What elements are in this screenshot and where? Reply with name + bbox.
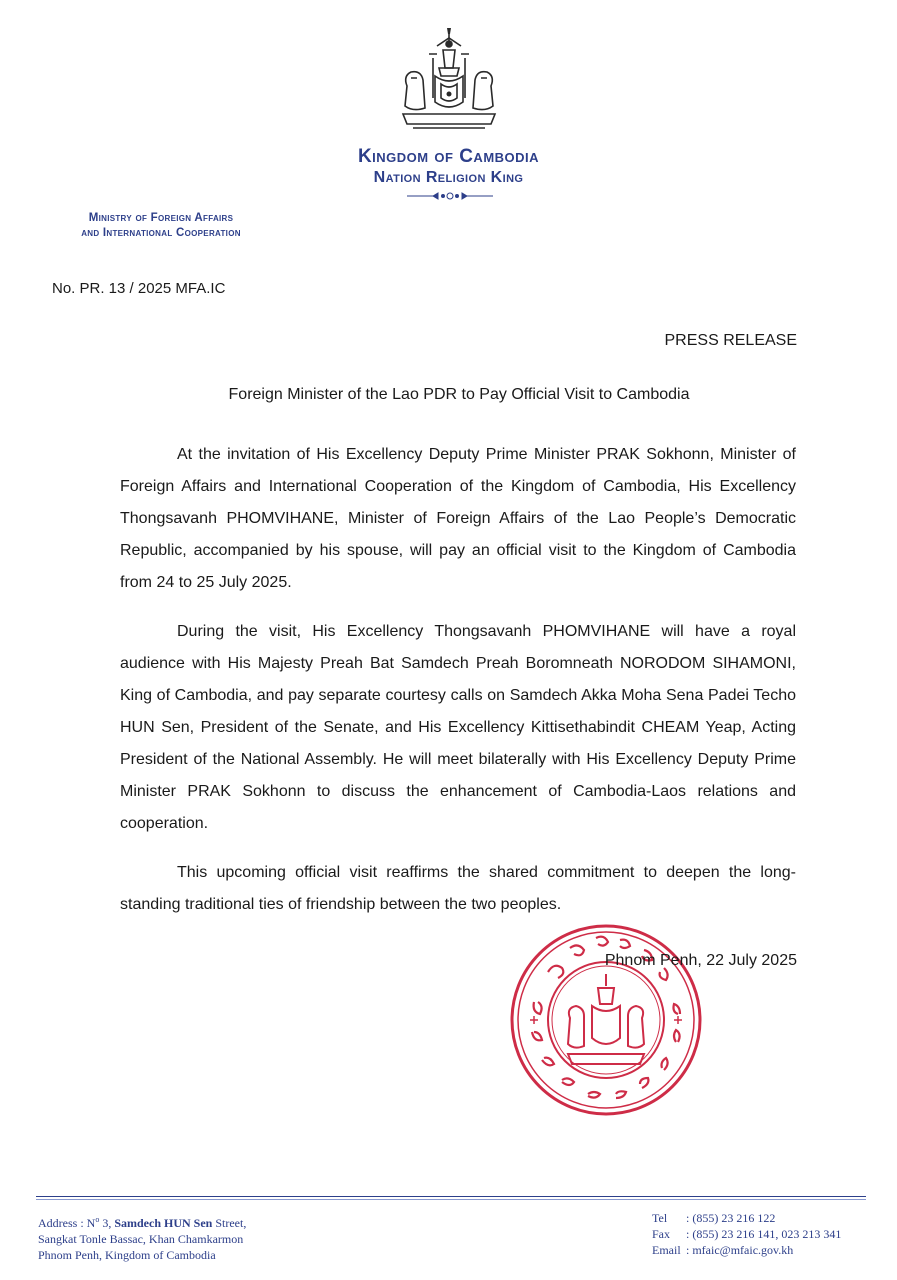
address-label: Address : N (38, 1216, 96, 1230)
place-and-date: Phnom Penh, 22 July 2025 (604, 952, 797, 969)
footer-divider (36, 1196, 866, 1197)
address-line-2: Sangkat Tonle Bassac, Khan Chamkarmon (38, 1232, 244, 1246)
footer-address (38, 1212, 246, 1263)
press-release-label: PRESS RELEASE (664, 332, 797, 349)
fax-label: Fax (652, 1227, 670, 1241)
contact-fax (652, 1226, 841, 1242)
contact-tel (652, 1210, 841, 1226)
fax-value: : (855) 23 216 141, 023 213 341 (686, 1227, 842, 1241)
number-sign-superscript: o (95, 1215, 100, 1224)
street-name: Samdech HUN Sen (114, 1216, 213, 1230)
paragraph-3: This upcoming official visit reaffirms the shared commitment to deepen the long-standing traditional ties of friendship between the two peoples. (120, 864, 796, 913)
address-line-1 (38, 1212, 246, 1231)
tel-value: : (855) 23 216 122 (686, 1211, 776, 1225)
national-motto: Nation Religion King (373, 169, 524, 186)
footer-divider-secondary (36, 1199, 866, 1200)
contact-email (652, 1242, 841, 1258)
paragraph-2: During the visit, His Excellency Thongsavanh PHOMVIHANE will have a royal audience with His Majesty Preah Bat Samdech Preah Boromneath NORODOM SIHAMONI, King of Cambodia, and pay separate courtesy calls on Samdech Akka Moha Sena Padei Techo HUN Sen, President of the Senate, and His Excellency Kittisethabindit CHEAM Yeap, Acting President of the National Assembly. He will meet bilaterally with His Excellency Deputy Prime Minister PRAK Sokhonn to discuss the enhancement of Cambodia-Laos relations and cooperation. (120, 623, 796, 832)
address-line-3: Phnom Penh, Kingdom of Cambodia (38, 1248, 216, 1262)
country-title: Kingdom of Cambodia (357, 146, 540, 167)
address-number: 3, (99, 1216, 115, 1230)
ministry-line-1: Ministry of Foreign Affairs (88, 212, 234, 224)
headline: Foreign Minister of the Lao PDR to Pay Official Visit to Cambodia (228, 386, 690, 403)
divider-ornament-icon (405, 190, 495, 202)
street-suffix: Street, (212, 1216, 247, 1230)
paragraph-1: At the invitation of His Excellency Deputy Prime Minister PRAK Sokhonn, Minister of Foreign Affairs and International Cooperation of the Kingdom of Cambodia, His Excellency Thongsavanh PHOMVIHANE, Minister of Foreign Affairs of the Lao People’s Democratic Republic, accompanied by his spouse, will pay an official visit to the Kingdom of Cambodia from 24 to 25 July 2025. (120, 446, 796, 591)
tel-label: Tel (652, 1211, 668, 1225)
email-value[interactable]: : mfaic@mfaic.gov.kh (686, 1243, 794, 1257)
royal-coat-of-arms-icon (393, 28, 505, 136)
ministry-line-2: and International Cooperation (81, 227, 241, 239)
ministry-name (36, 211, 286, 241)
reference-number: No. PR. 13 / 2025 MFA.IC (52, 280, 226, 297)
footer-contacts (652, 1210, 841, 1258)
email-label: Email (652, 1243, 681, 1257)
body-text (120, 439, 796, 938)
